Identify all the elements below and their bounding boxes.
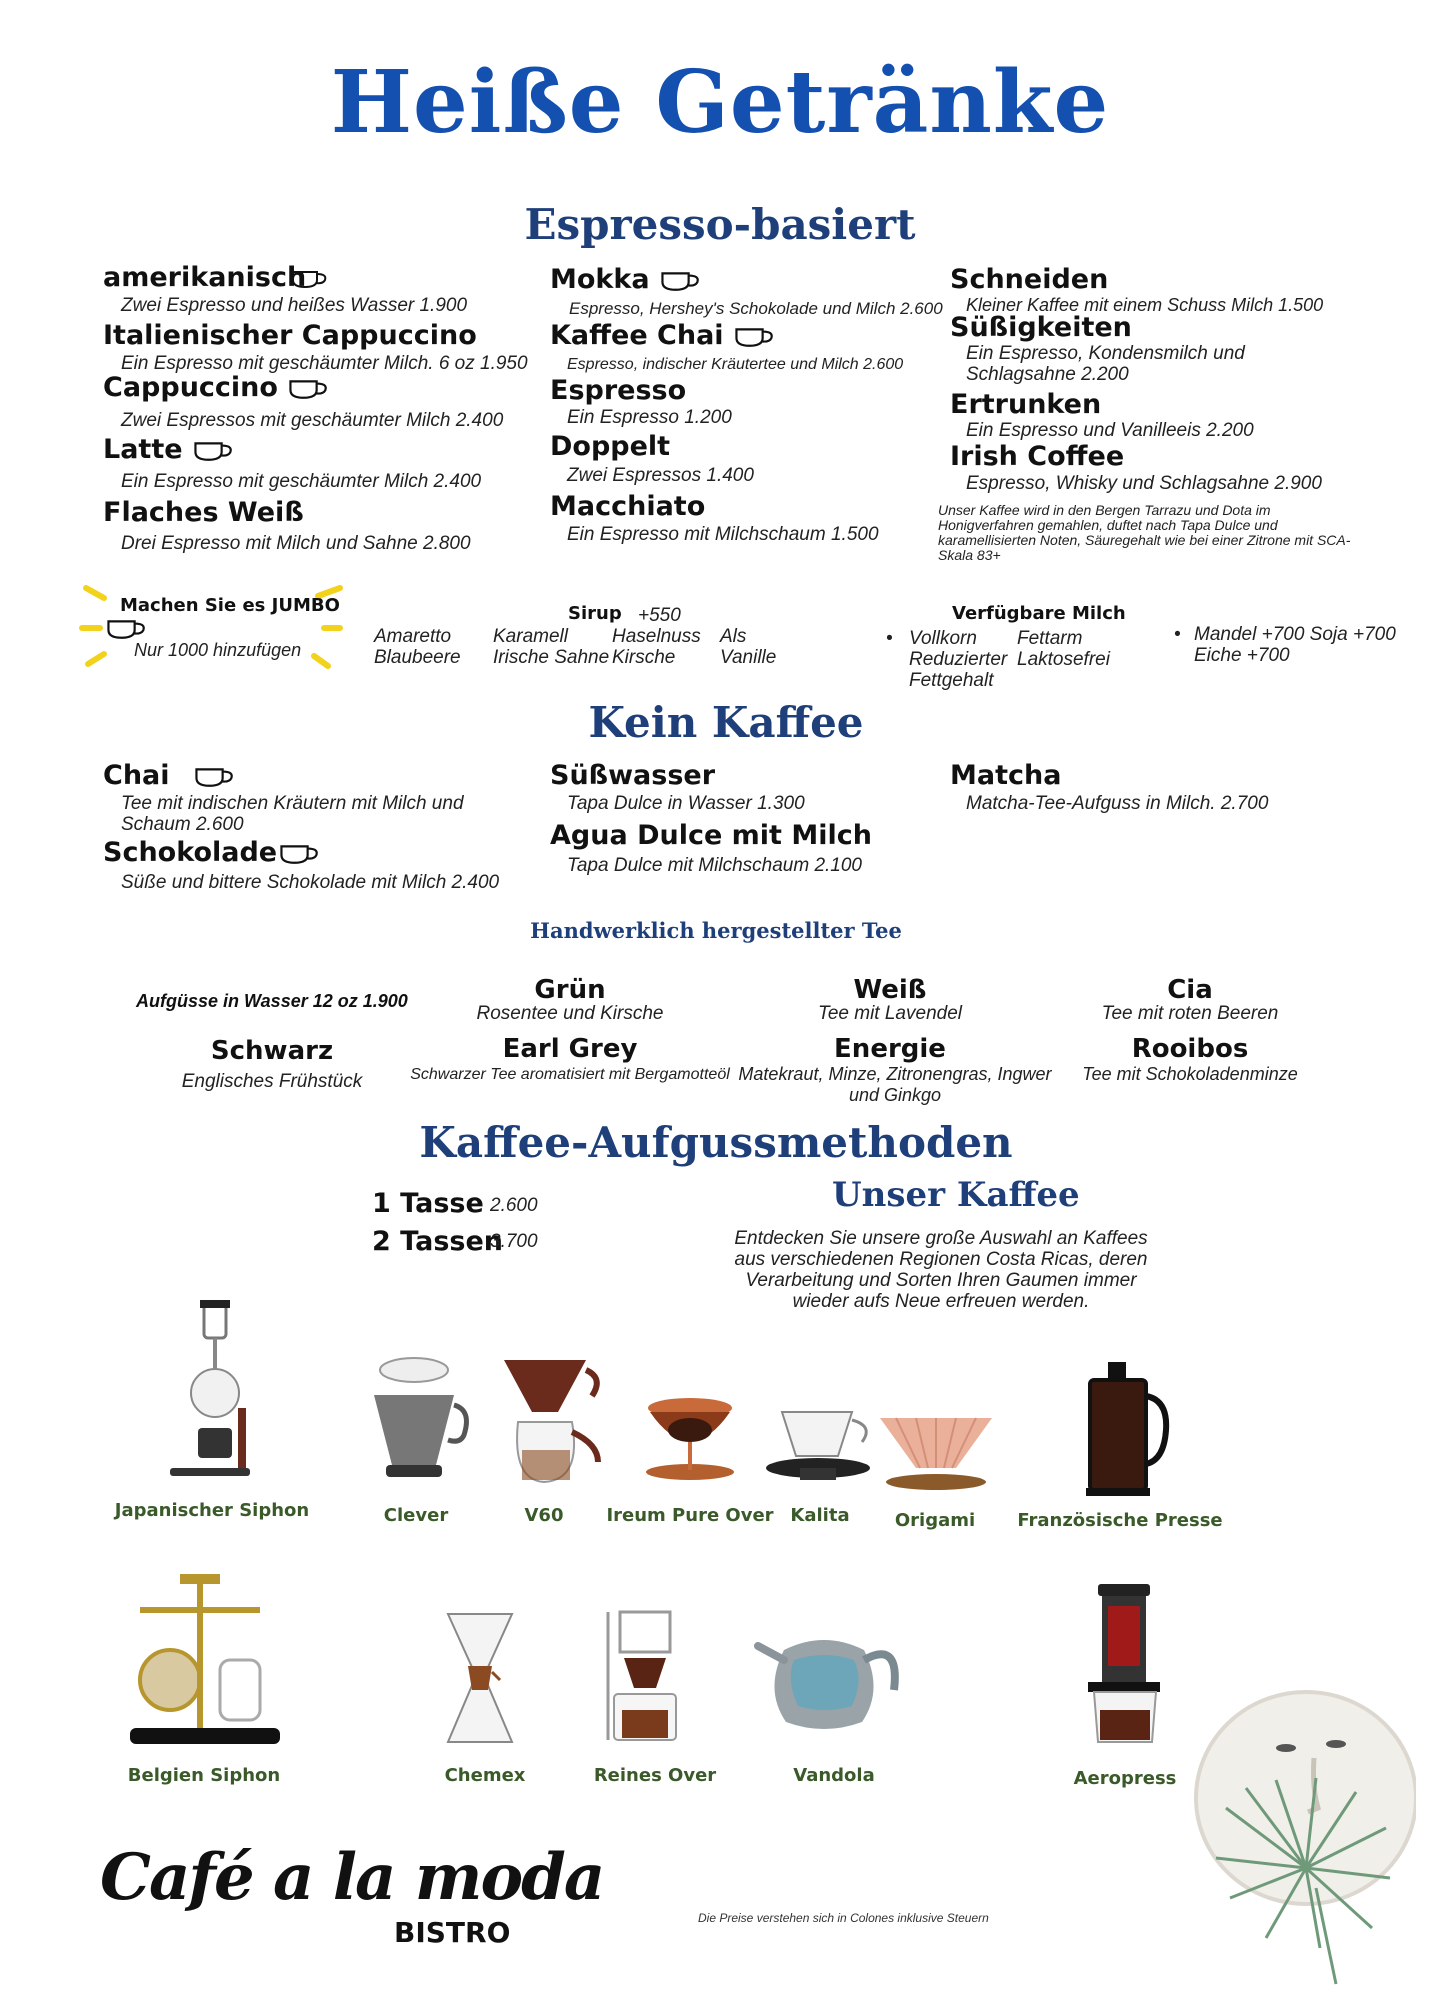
cup-icon (290, 268, 330, 290)
brew-one-cup-label: 1 Tasse (372, 1188, 484, 1219)
price-note: Die Preise verstehen sich in Colones inklusive Steuern (698, 1911, 989, 1925)
vandola-image (754, 1610, 904, 1740)
menu-item-agua-dulce: Agua Dulce mit Milch (550, 820, 872, 851)
tea-name: Grün (534, 975, 606, 1005)
tea-name: Weiß (853, 975, 927, 1005)
menu-item-schokolade: Schokolade (103, 837, 323, 868)
menu-item-desc: Ein Espresso mit geschäumter Milch. 6 oz 1.950 (121, 353, 528, 374)
tea-infusion-price: Aufgüsse in Wasser 12 oz 1.900 (136, 991, 408, 1011)
menu-item-desc: Tapa Dulce in Wasser 1.300 (567, 793, 805, 814)
tea-desc: Tee mit Lavendel (817, 1003, 962, 1024)
chemex-image (440, 1610, 520, 1750)
tea-name: Schwarz (210, 1036, 334, 1066)
menu-item-desc: Süße und bittere Schokolade mit Milch 2.400 (121, 872, 500, 893)
cup-icon (658, 269, 704, 293)
v60-image (500, 1350, 610, 1490)
brew-one-cup-price: 2.600 (490, 1195, 538, 1216)
menu-item-macchiato: Macchiato (550, 491, 706, 522)
section-title-espresso: Espresso-basiert (524, 200, 916, 249)
menu-item-ertrunken: Ertrunken (950, 389, 1102, 420)
brew-method-label: Clever (383, 1505, 449, 1526)
cup-icon (104, 617, 150, 641)
tea-desc: Schwarzer Tee aromatisiert mit Bergamotteöl (410, 1066, 730, 1083)
menu-item-desc: Espresso, Whisky und Schlagsahne 2.900 (966, 473, 1322, 494)
kalita-image (764, 1408, 884, 1498)
menu-item-suessigkeiten: Süßigkeiten (950, 312, 1132, 343)
menu-item-suesswasser: Süßwasser (550, 760, 716, 791)
syrup-option: Irische Sahne (493, 647, 610, 668)
brew-two-cups-label: 2 Tassen (372, 1226, 504, 1257)
tea-name: Rooibos (1131, 1034, 1249, 1064)
menu-item-mokka: Mokka (550, 264, 704, 295)
cup-icon (286, 377, 332, 401)
clever-dripper-image (366, 1340, 476, 1490)
cup-icon (192, 765, 238, 789)
decorative-face-plate-image (1186, 1688, 1416, 1988)
origami-image (876, 1412, 996, 1502)
page-title: Heiße Getränke (330, 52, 1110, 153)
jumbo-title: Machen Sie es JUMBO (120, 595, 340, 616)
menu-item-desc: Matcha-Tee-Aufguss in Milch. 2.700 (966, 793, 1269, 814)
syrup-price: +550 (638, 605, 681, 626)
milk-option: Mandel +700 Soja +700 (1194, 624, 1396, 645)
section-title-our-coffee: Unser Kaffee (832, 1175, 1080, 1215)
cup-icon (277, 842, 323, 866)
milk-option: Laktosefrei (1017, 649, 1110, 670)
menu-item-desc: Espresso, Hershey's Schokolade und Milch 2.600 (569, 299, 943, 318)
menu-item-flaches-weiss: Flaches Weiß (103, 497, 304, 528)
cup-icon (732, 325, 778, 349)
menu-item-italienischer-cappuccino: Italienischer Cappuccino (103, 320, 477, 351)
menu-item-doppelt: Doppelt (550, 431, 671, 462)
brew-method-label: Aeropress (1073, 1768, 1177, 1789)
menu-item-desc: Ein Espresso mit geschäumter Milch 2.400 (121, 471, 482, 492)
menu-item-latte: Latte (103, 434, 237, 465)
menu-item-desc: Ein Espresso mit Milchschaum 1.500 (567, 524, 879, 545)
brew-method-label: Ireum Pure Over (606, 1505, 774, 1526)
menu-item-amerikanisch: amerikanisch (103, 262, 330, 293)
tea-name: Earl Grey (502, 1034, 638, 1064)
jumbo-desc: Nur 1000 hinzufügen (134, 640, 302, 660)
syrup-option: Vanille (720, 647, 777, 668)
menu-item-desc: Tee mit indischen Kräutern mit Milch und Schaum 2.600 (121, 793, 464, 835)
menu-item-matcha: Matcha (950, 760, 1062, 791)
tea-name: Cia (1167, 975, 1213, 1005)
brew-method-label: Japanischer Siphon (114, 1500, 310, 1521)
ireum-pure-over-image (640, 1390, 740, 1500)
syrup-option: Blaubeere (374, 647, 461, 668)
menu-item-espresso: Espresso (550, 375, 687, 406)
menu-item-desc: Zwei Espressos mit geschäumter Milch 2.400 (121, 410, 504, 431)
menu-item-schneiden: Schneiden (950, 264, 1109, 295)
tea-desc: Englisches Frühstück (181, 1071, 363, 1092)
syrup-option: Als (720, 626, 747, 647)
brew-method-label: Chemex (444, 1765, 526, 1786)
menu-item-kaffee-chai: Kaffee Chai (550, 320, 778, 351)
milk-option: Vollkorn (909, 628, 977, 649)
section-title-tea: Handwerklich hergestellter Tee (530, 918, 902, 943)
brew-method-label: Reines Over (593, 1765, 717, 1786)
section-title-brew-methods: Kaffee-Aufgussmethoden (419, 1118, 1013, 1167)
milk-option: Fettarm (1017, 628, 1083, 649)
bullet: • (886, 628, 893, 649)
syrup-option: Amaretto (374, 626, 452, 647)
bullet: • (1174, 624, 1181, 645)
menu-item-chai: Chai (103, 760, 238, 791)
tea-desc: Matekraut, Minze, Zitronengras, Ingwer und Ginkgo (738, 1064, 1052, 1105)
brew-method-label: Belgien Siphon (127, 1765, 281, 1786)
brew-method-label: Kalita (790, 1505, 850, 1526)
milk-option: Eiche +700 (1194, 645, 1290, 666)
menu-item-desc: Ein Espresso, Kondensmilch und Schlagsahne 2.200 (966, 343, 1245, 385)
french-press-image (1074, 1360, 1174, 1500)
menu-item-desc: Espresso, indischer Kräutertee und Milch 2.600 (567, 356, 904, 373)
our-coffee-text: Entdecken Sie unsere große Auswahl an Kaffees aus verschiedenen Regionen Costa Ricas, deren Verarbeitung und Sorten Ihren Gaumen immer wieder aufs Neue erfreuen werden. (734, 1228, 1148, 1312)
tea-desc: Rosentee und Kirsche (476, 1003, 664, 1024)
menu-item-irish-coffee: Irish Coffee (950, 441, 1125, 472)
syrup-option: Karamell (493, 626, 568, 647)
brew-method-label: Origami (894, 1510, 976, 1531)
brew-two-cups-price: 3.700 (490, 1231, 538, 1252)
brew-method-label: V60 (524, 1505, 564, 1526)
syrup-title: Sirup (568, 603, 622, 624)
menu-item-desc: Zwei Espresso und heißes Wasser 1.900 (121, 295, 468, 316)
syrup-option: Kirsche (612, 647, 676, 668)
milk-title: Verfügbare Milch (952, 603, 1126, 624)
tea-desc: Tee mit roten Beeren (1101, 1003, 1279, 1024)
pour-over-stand-image (600, 1608, 690, 1748)
menu-item-desc: Tapa Dulce mit Milchschaum 2.100 (567, 855, 862, 876)
tea-name: Energie (834, 1034, 946, 1064)
milk-option: Reduzierter Fettgehalt (909, 649, 1008, 691)
cafe-logo: Café a la moda (100, 1840, 604, 1915)
coffee-origin-note: Unser Kaffee wird in den Bergen Tarrazu und Dota im Honigverfahren gemahlen, duftet nach Tapa Dulce und karamellisierten Noten, Säuregehalt wie bei einer Zitrone mit SCA-Skala 83+ (938, 502, 1351, 563)
syrup-option: Haselnuss (612, 626, 701, 647)
cup-icon (191, 439, 237, 463)
section-title-no-coffee: Kein Kaffee (588, 698, 864, 747)
cafe-logo-subtitle: BISTRO (394, 1916, 511, 1949)
aeropress-image (1080, 1582, 1170, 1752)
menu-item-desc: Ein Espresso und Vanilleeis 2.200 (966, 420, 1254, 441)
brew-method-label: Vandola (793, 1765, 875, 1786)
menu-item-desc: Zwei Espressos 1.400 (567, 465, 754, 486)
menu-item-cappuccino: Cappuccino (103, 372, 332, 403)
menu-item-desc: Ein Espresso 1.200 (567, 407, 732, 428)
menu-item-desc: Kleiner Kaffee mit einem Schuss Milch 1.500 (966, 295, 1324, 315)
belgian-siphon-image (120, 1570, 290, 1750)
brew-method-label: Französische Presse (1017, 1510, 1223, 1531)
tea-desc: Tee mit Schokoladenminze (1082, 1064, 1298, 1084)
japanese-siphon-image (160, 1298, 260, 1488)
menu-item-desc: Drei Espresso mit Milch und Sahne 2.800 (121, 533, 471, 554)
